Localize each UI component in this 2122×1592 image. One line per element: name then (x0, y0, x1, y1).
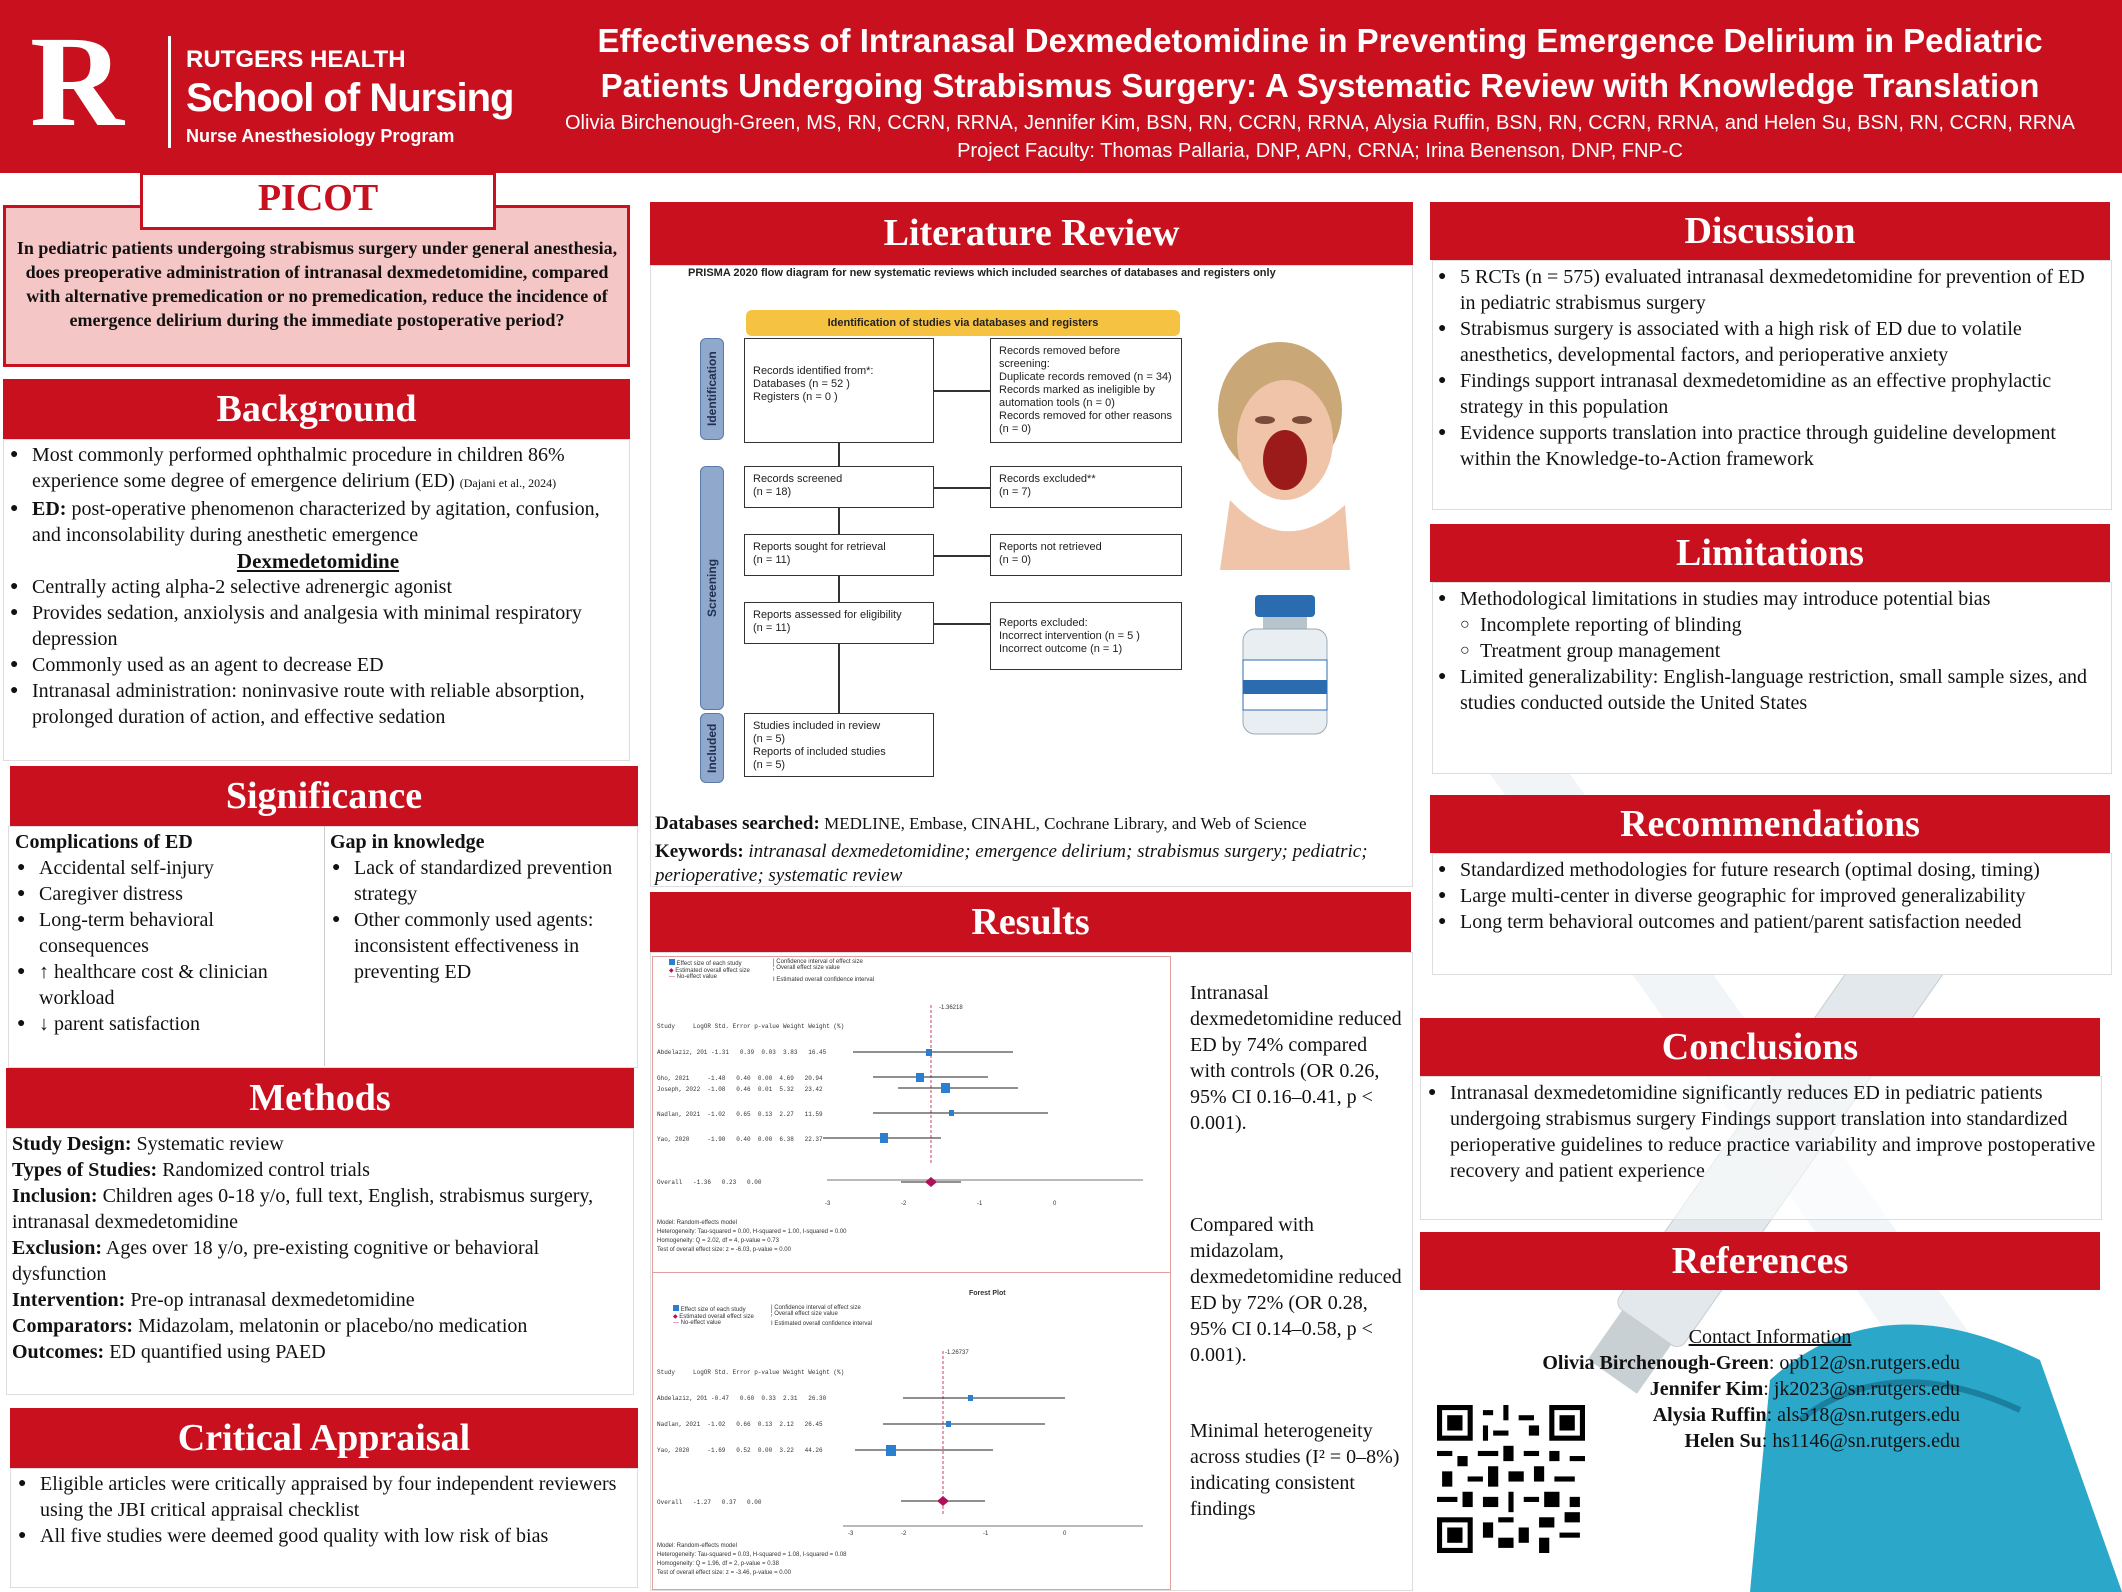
plot1-tick: -2 (901, 1201, 907, 1207)
complication-item: ● Long-term behavioral consequences (15, 907, 320, 959)
footer-line: Model: Random-effects model (657, 1220, 737, 1226)
recommendation-item: ● Standardized methodologies for future research (optimal dosing, timing) (1436, 857, 2104, 883)
footer-line: Test of overall effect size: z = -6.03, p-value = 0.00 (657, 1247, 791, 1253)
logo-school-of-nursing: School of Nursing (186, 76, 514, 120)
plot1-footer (657, 1219, 847, 1255)
legend-text: Effect size of each study (676, 961, 742, 967)
legend-text: Estimated overall confidence interval (776, 977, 875, 983)
complication-item: ● Accidental self-injury (15, 855, 320, 881)
legend-overall-value: ¦ Overall effect size value (771, 1311, 838, 1317)
plot1-tick: 0 (1053, 1201, 1057, 1207)
plot2-title: Forest Plot (969, 1290, 1006, 1297)
conclusions-content (1426, 1080, 2096, 1184)
plot2-row: Abdelaziz, 201 -0.47 0.60 0.33 2.31 26.30 (657, 1395, 827, 1402)
methods-row (12, 1313, 628, 1339)
plot1-row: Joseph, 2022 -1.08 0.46 0.01 5.32 23.42 (657, 1086, 823, 1093)
legend-text: Overall effect size value (774, 1311, 838, 1317)
plot2-footer (657, 1542, 847, 1578)
methods-label: Exclusion: (12, 1237, 103, 1259)
limitation-subitem: ○ Treatment group management (1460, 638, 2104, 664)
phase-screening: Screening (700, 466, 724, 710)
plot2-tick: -3 (848, 1531, 854, 1537)
significance-heading: Significance (10, 766, 638, 826)
conclusions-heading: Conclusions (1420, 1018, 2100, 1076)
legend-text: Effect size of each study (680, 1307, 746, 1313)
contact-row (1440, 1350, 1960, 1376)
complication-item: ● ↑ healthcare cost & clinician workload (15, 959, 320, 1011)
background-heading: Background (3, 379, 630, 439)
logo-program: Nurse Anesthesiology Program (186, 126, 455, 146)
legend-ci: | Confidence interval of effect size (771, 1305, 861, 1311)
crying-child-image (1210, 330, 1360, 570)
legend-ci: | Confidence interval of effect size (773, 959, 863, 965)
methods-label: Study Design: (12, 1133, 132, 1155)
background-item-text: post-operative phenomenon characterized by agitation, confusion, and inconsolability during anesthetic emergence (32, 498, 600, 546)
plot1-tick: -3 (825, 1201, 831, 1207)
phase-included: Included (700, 713, 724, 783)
results-finding-1: Intranasal dexmedetomidine reduced ED by 74% compared with controls (OR 0.26, 95% CI 0.16–0.41, p < 0.001). (1190, 982, 1402, 1134)
qr-code[interactable] (1437, 1405, 1585, 1553)
background-item: ● Intranasal administration: noninvasive route with reliable absorption, prolonged duration of action, and effective sedation (8, 678, 628, 730)
references-heading: References (1420, 1232, 2100, 1290)
box-records-removed: Records removed before screening: Duplicate records removed (n = 34) Records marked as ineligible by automation tools (n = 0) Records removed for other reasons (n = 0) (990, 338, 1182, 443)
arrow (934, 390, 990, 392)
plot2-tick: -2 (901, 1531, 907, 1537)
phase-identification: Identification (700, 338, 724, 440)
gap-item: ● Lack of standardized prevention strategy (330, 855, 630, 907)
picot-text: In pediatric patients undergoing strabismus surgery under general anesthesia, does preoperative administration of intranasal dexmedetomidine, compared with alternative premedication or no premedication, reduce the incidence of emergence delirium during the immediate postoperative period? (16, 238, 618, 330)
prisma-title: PRISMA 2020 flow diagram for new systematic reviews which included searches of databases and registers only (688, 267, 1276, 279)
plot1-tick: -1 (977, 1201, 983, 1207)
methods-row (12, 1287, 628, 1313)
study-marker (886, 1445, 896, 1456)
limitation-item: ● Limited generalizability: English-language restriction, small sample sizes, and studies conducted outside the United States (1436, 664, 2104, 716)
plot2-tick: -1 (983, 1531, 989, 1537)
legend-overall-effect: ◆ Estimated overall effect size (669, 968, 750, 974)
contact-row (1440, 1376, 1960, 1402)
study-marker (949, 1110, 954, 1116)
footer-line: Homogeneity: Q = 1.96, df = 2, p-value = 0.38 (657, 1561, 779, 1567)
title-line-2: Patients Undergoing Strabismus Surgery: A Systematic Review with Knowledge Translation (600, 67, 2040, 104)
box-reports-assessed: Reports assessed for eligibility (n = 11) (744, 602, 934, 644)
overall-diamond (937, 1496, 949, 1506)
limitation-subitem: ○ Incomplete reporting of blinding (1460, 612, 2104, 638)
keywords (655, 840, 1405, 888)
background-content (8, 442, 628, 730)
gap-item: ● Other commonly used agents: inconsistent effectiveness in preventing ED (330, 907, 630, 985)
background-item (8, 442, 628, 496)
arrow (838, 508, 840, 534)
citation: (Dajani et al., 2024) (459, 476, 557, 490)
ed-label: ED: (32, 498, 67, 520)
contact-name: Olivia Birchenough-Green (1542, 1352, 1769, 1374)
critical-appraisal-heading: Critical Appraisal (10, 1408, 638, 1468)
results-heading: Results (650, 892, 1411, 952)
study-marker (946, 1421, 951, 1427)
arrow (838, 576, 840, 602)
methods-row (12, 1157, 628, 1183)
legend-overall-value: ¦ Overall effect size value (773, 965, 840, 971)
methods-value: Systematic review (131, 1133, 284, 1155)
significance-left (15, 829, 320, 1037)
methods-row (12, 1339, 628, 1365)
methods-value: Ages over 18 y/o, pre-existing cognitive or behavioral dysfunction (12, 1237, 540, 1285)
contact-name: Jennifer Kim (1649, 1378, 1764, 1400)
study-marker (968, 1395, 973, 1401)
background-item: ● Commonly used as an agent to decrease ED (8, 652, 628, 678)
databases-label: Databases searched: (655, 813, 820, 834)
legend-no-effect: --- No-effect value (669, 974, 717, 980)
footer-line: Homogeneity: Q = 2.02, df = 4, p-value = 0.73 (657, 1238, 779, 1244)
plot1-row: Abdelaziz, 201 -1.31 0.39 0.03 3.83 16.45 (657, 1049, 827, 1056)
discussion-item: ● 5 RCTs (n = 575) evaluated intranasal dexmedetomidine for prevention of ED in pediatric strabismus surgery (1436, 264, 2104, 316)
complication-item: ● Caregiver distress (15, 881, 320, 907)
plot2-overall-label: -1.26737 (945, 1350, 969, 1356)
plot1-table-header: Study LogOR Std. Error p-value Weight Weight (%) (657, 1023, 845, 1030)
arrow (934, 623, 990, 625)
plot1-graph (813, 1005, 1163, 1205)
faculty: Project Faculty: Thomas Pallaria, DNP, APN, CRNA; Irina Benenson, DNP, FNP-C (957, 140, 1683, 162)
legend-text: Estimated overall effect size (679, 1314, 754, 1320)
contact-name: Helen Su (1684, 1430, 1762, 1452)
authors: Olivia Birchenough-Green, MS, RN, CCRN, RRNA, Jennifer Kim, BSN, RN, CCRN, RRNA, Alysia Ruffin, BSN, RN, CCRN, RRNA, and Helen Su, BSN, RN, CCRN, RRNA (565, 112, 2075, 134)
footer-line: Heterogeneity: Tau-squared = 0.03, H-squared = 1.08, I-squared = 0.08 (657, 1552, 847, 1558)
dexmedetomidine-subheading: Dexmedetomidine (236, 549, 400, 573)
plot1-overall-row: Overall -1.36 0.23 0.00 (657, 1179, 762, 1186)
legend-overall-effect: ◆ Estimated overall effect size (673, 1314, 754, 1320)
box-studies-included: Studies included in review (n = 5) Reports of included studies (n = 5) (744, 713, 934, 777)
background-item: ● Centrally acting alpha-2 selective adrenergic agonist (8, 574, 628, 600)
plot2-legend-right (771, 1305, 971, 1327)
significance-divider (324, 826, 325, 1066)
methods-value: ED quantified using PAED (104, 1341, 326, 1363)
plot1-overall-label: -1.36218 (939, 1005, 963, 1011)
footer-line: Heterogeneity: Tau-squared = 0.00, H-squared = 1.00, I-squared = 0.00 (657, 1229, 847, 1235)
significance-right (330, 829, 630, 985)
limitations-content (1436, 586, 2104, 716)
box-reports-excluded: Reports excluded: Incorrect intervention (n = 5 ) Incorrect outcome (n = 1) (990, 602, 1182, 670)
keywords-value: intranasal dexmedetomidine; emergence delirium; strabismus surgery; pediatric; perioperative; systematic review (655, 841, 1368, 886)
authors-block (540, 109, 2100, 165)
box-records-excluded: Records excluded** (n = 7) (990, 466, 1182, 508)
dexmedetomidine-vial-image (1225, 590, 1345, 740)
results-finding-2: Compared with midazolam, dexmedetomidine reduced ED by 72% (OR 0.28, 95% CI 0.14–0.58, p < 0.001). (1190, 1214, 1402, 1366)
methods-row (12, 1131, 628, 1157)
picot-heading: PICOT (257, 177, 379, 219)
plot1-row: Yao, 2020 -1.90 0.40 0.00 6.38 22.37 (657, 1136, 823, 1143)
box-records-identified: Records identified from*: Databases (n = 52 ) Registers (n = 0 ) (744, 338, 934, 443)
limitation-item: ● Methodological limitations in studies may introduce potential bias (1436, 586, 2104, 612)
prisma-banner: Identification of studies via databases and registers (746, 310, 1180, 336)
keywords-label: Keywords: (655, 841, 744, 862)
databases-value: MEDLINE, Embase, CINAHL, Cochrane Library, and Web of Science (819, 814, 1307, 833)
title-line-1: Effectiveness of Intranasal Dexmedetomidine in Preventing Emergence Delirium in Pediatric (597, 22, 2043, 59)
legend-text: Estimated overall effect size (675, 968, 750, 974)
literature-review-heading: Literature Review (650, 202, 1413, 265)
study-marker (941, 1083, 950, 1093)
appraisal-item: ● All five studies were deemed good quality with low risk of bias (16, 1523, 628, 1549)
arrow (838, 443, 840, 466)
study-marker (916, 1073, 924, 1082)
poster-title (540, 18, 2100, 108)
overall-diamond (925, 1177, 937, 1187)
plot2-row: Nadlan, 2021 -1.02 0.66 0.13 2.12 26.45 (657, 1421, 823, 1428)
contact-email[interactable]: : jk2023@sn.rutgers.edu (1763, 1378, 1960, 1400)
box-records-screened: Records screened (n = 18) (744, 466, 934, 508)
footer-line: Model: Random-effects model (657, 1543, 737, 1549)
methods-label: Outcomes: (12, 1341, 105, 1363)
complications-title: Complications of ED (15, 831, 193, 853)
legend-text: Confidence interval of effect size (776, 959, 863, 965)
methods-row (12, 1235, 628, 1287)
plot2-row: Yao, 2020 -1.69 0.52 0.00 3.22 44.26 (657, 1447, 823, 1454)
methods-label: Inclusion: (12, 1185, 98, 1207)
critical-appraisal-content (16, 1471, 628, 1549)
legend-no-effect: --- No-effect value (673, 1320, 721, 1326)
plot2-overall-row: Overall -1.27 0.37 0.00 (657, 1499, 762, 1506)
plot2-table-header: Study LogOR Std. Error p-value Weight Weight (%) (657, 1369, 845, 1376)
forest-plot-2 (652, 1272, 1171, 1590)
legend-text: Confidence interval of effect size (774, 1305, 861, 1311)
plot2-tick: 0 (1063, 1531, 1067, 1537)
arrow (934, 487, 990, 489)
plot2-graph (813, 1351, 1163, 1541)
appraisal-item: ● Eligible articles were critically appraised by four independent reviewers using the JBI critical appraisal checklist (16, 1471, 628, 1523)
methods-row (12, 1183, 628, 1235)
methods-value: Midazolam, melatonin or placebo/no medication (133, 1315, 528, 1337)
results-finding-3: Minimal heterogeneity across studies (I² = 0–8%) indicating consistent findings (1190, 1420, 1400, 1520)
methods-value: Randomized control trials (157, 1159, 370, 1181)
contact-email[interactable]: : als518@sn.rutgers.edu (1766, 1404, 1960, 1426)
logo-rutgers-health: RUTGERS HEALTH (186, 46, 406, 73)
footer-line: Test of overall effect size: z = -3.46, p-value = 0.00 (657, 1570, 791, 1576)
contact-name: Alysia Ruffin (1652, 1404, 1767, 1426)
background-item: ● Provides sedation, anxiolysis and analgesia with minimal respiratory depression (8, 600, 628, 652)
methods-label: Comparators: (12, 1315, 134, 1337)
gap-title: Gap in knowledge (330, 831, 485, 853)
background-item-text: Most commonly performed ophthalmic procedure in children 86% experience some degree of emergence delirium (ED) (32, 444, 565, 492)
plot1-row: Nadlan, 2021 -1.02 0.65 0.13 2.27 11.59 (657, 1111, 823, 1118)
arrow (934, 555, 990, 557)
contact-email[interactable]: : hs1146@sn.rutgers.edu (1761, 1430, 1960, 1452)
recommendation-item: ● Long term behavioral outcomes and patient/parent satisfaction needed (1436, 909, 2104, 935)
databases-searched (655, 812, 1405, 836)
legend-overall-ci: I Estimated overall confidence interval (771, 1321, 873, 1327)
discussion-item: ● Evidence supports translation into practice through guideline development within the Knowledge-to-Action framework (1436, 420, 2104, 472)
logo-divider (168, 36, 171, 148)
contact-title: Contact Information (1688, 1326, 1852, 1348)
plot1-row: Gho, 2021 -1.48 0.40 0.00 4.69 20.94 (657, 1075, 823, 1082)
discussion-heading: Discussion (1430, 202, 2110, 260)
methods-value: Pre-op intranasal dexmedetomidine (125, 1289, 415, 1311)
study-marker (880, 1133, 888, 1143)
discussion-item: ● Strabismus surgery is associated with a high risk of ED due to volatile anesthetics, developmental factors, and perioperative anxiety (1436, 316, 2104, 368)
methods-content (12, 1131, 628, 1365)
legend-text: Overall effect size value (776, 965, 840, 971)
methods-heading: Methods (6, 1068, 634, 1128)
discussion-content (1436, 264, 2104, 472)
contact-email[interactable]: : opb12@sn.rutgers.edu (1768, 1352, 1960, 1374)
box-reports-sought: Reports sought for retrieval (n = 11) (744, 534, 934, 576)
discussion-item: ● Findings support intranasal dexmedetomidine as an effective prophylactic strategy in this population (1436, 368, 2104, 420)
forest-plot-1 (652, 956, 1171, 1273)
plot1-legend-right (773, 959, 973, 983)
legend-text: No-effect value (680, 1320, 721, 1326)
complication-item: ● ↓ parent satisfaction (15, 1011, 320, 1037)
study-marker (926, 1049, 932, 1056)
methods-value: Children ages 0-18 y/o, full text, English, strabismus surgery, intranasal dexmedetomidine (12, 1185, 594, 1233)
recommendations-content (1436, 857, 2104, 935)
recommendation-item: ● Large multi-center in diverse geographic for improved generalizability (1436, 883, 2104, 909)
legend-text: Estimated overall confidence interval (774, 1321, 873, 1327)
recommendations-heading: Recommendations (1430, 795, 2110, 853)
legend-text: No-effect value (676, 974, 717, 980)
legend-overall-ci: I Estimated overall confidence interval (773, 977, 875, 983)
background-item (8, 496, 628, 548)
methods-label: Types of Studies: (12, 1159, 158, 1181)
box-not-retrieved: Reports not retrieved (n = 0) (990, 534, 1182, 576)
conclusion-item: ● Intranasal dexmedetomidine significantly reduces ED in pediatric patients undergoing strabismus surgery Findings support translation into standardized perioperative guidelines to reduce practice variability and improve postoperative recovery and patient experience (1426, 1080, 2096, 1184)
methods-label: Intervention: (12, 1289, 126, 1311)
rutgers-r-logo: R (30, 10, 124, 154)
prisma-diagram (690, 290, 1210, 790)
arrow (838, 644, 840, 713)
limitations-heading: Limitations (1430, 524, 2110, 582)
